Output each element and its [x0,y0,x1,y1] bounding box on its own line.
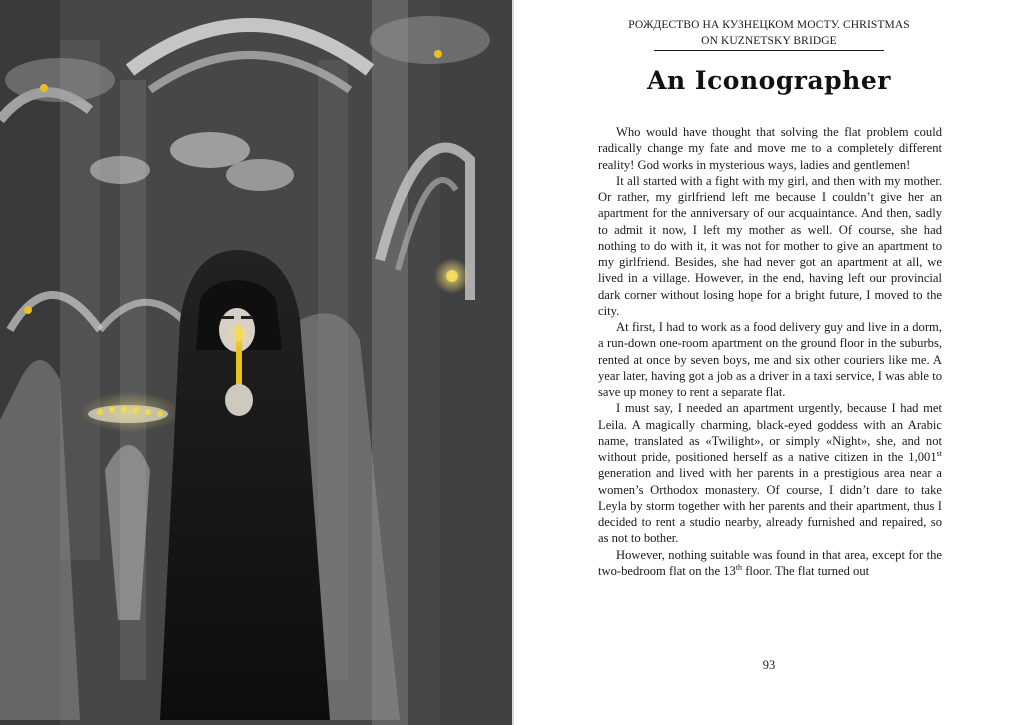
chapter-body [598,124,942,579]
text-page [514,0,1024,725]
header-rule [654,50,884,51]
paragraph: It all started with a fight with my girl, and then with my mother. Or rather, my girlfriend left me because I couldn’t give her an apartment for the anniversary of our acquaintance. And then, sadly to admit it now, I left my mother as well. Of course, she had nothing to do with it, it was not for mother to give an apartment to my girlfriend. Besides, she had never got an apartment at all, we lived in a village. However, in the end, having left our provincial dark corner without losing hope for a bright future, I moved to the city. [598,173,942,318]
paragraph: However, nothing suitable was found in that area, except for the two-bedroom flat on the 13th floor. The flat turned out [598,547,942,578]
paragraph: At first, I had to work as a food delivery guy and live in a dorm, a run-down one-room apartment on the ground floor in the suburbs, rented at once by seven boys, me and six other couriers like me. A year later, having got a job as a driver in a taxi service, I was able to save up money to rent a separate flat. [598,320,942,399]
chapter-title: An Iconographer [647,66,891,95]
running-header: РОЖДЕСТВО НА КУЗНЕЦКОМ МОСТУ. CHRISTMAS ON KUZNETSKY BRIDGE [628,19,910,47]
paragraph: I must say, I needed an apartment urgently, because I had met Leila. A magically charming, black-eyed goddess with an Arabic name, translated as «Twilight», or simply «Night», she, and not without pride, positioned herself as a native citizen in the 1,001st generation and lived with her parents in a prestigious area near a women’s Orthodox monastery. Of course, I didn’t dare to take Leyla by storm together with her parents and their apartment, thus I decided to rent a studio nearby, already furnished and repaired, so as not to bother. [598,401,942,546]
ordinal-suffix: st [936,448,942,458]
paragraph: Who would have thought that solving the flat problem could radically change my fate and move me to a completely different reality! God works in mysterious ways, ladies and gentlemen! [598,125,942,172]
page-number: 93 [762,658,776,672]
ordinal-suffix: th [735,562,743,572]
